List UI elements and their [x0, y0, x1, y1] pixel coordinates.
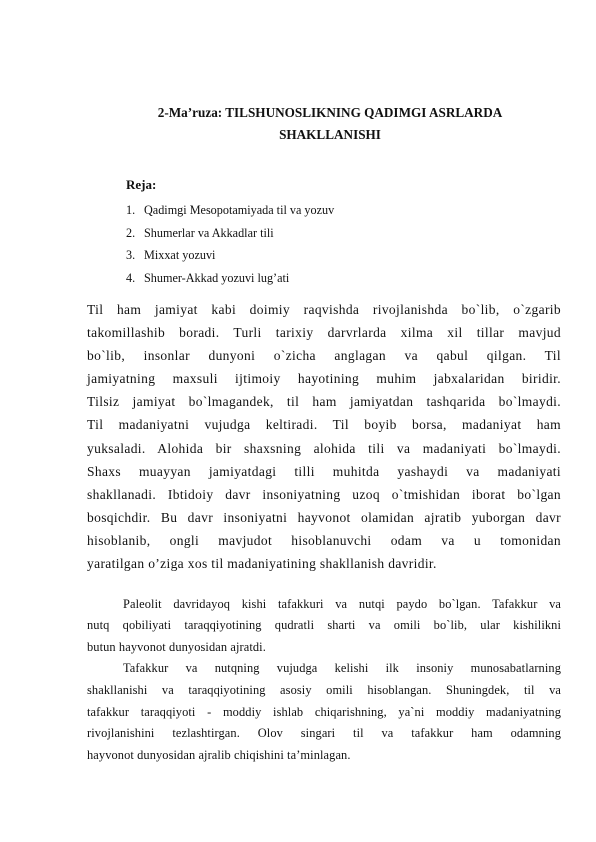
plan-item-number: 3. — [126, 248, 136, 262]
plan-item-text: Shumer-Akkad yozuvi lug’ati — [144, 270, 290, 285]
paragraph-line: takomillashib boradi. Turli tarixiy darvrlarda xilma xil tillar mavjud — [87, 325, 561, 341]
paragraph-2 — [87, 594, 561, 658]
plan-item — [126, 202, 334, 225]
plan-item-number: 1. — [126, 203, 136, 217]
plan-item-text: Qadimgi Mesopotamiyada til va yozuv — [144, 203, 335, 217]
paragraph-line: Tafakkur va nutqning vujudga kelishi ilk insoniy munosabatlarning — [123, 661, 561, 675]
paragraph-line: Shaxs muayyan jamiyatdagi tilli muhitda yashaydi va madaniyati — [87, 463, 561, 479]
paragraph-line: Tilsiz jamiyat bo`lmagandek, til ham jamiyatdan tashqarida bo`lmaydi. — [87, 394, 561, 410]
paragraph-line: yuksaladi. Alohida bir shaxsning alohida tili va madaniyati bo`lmaydi. — [87, 440, 561, 456]
plan-item — [126, 247, 334, 270]
plan-label: Reja: — [126, 177, 157, 192]
paragraph-line: hisoblanib, ongli mavjudot hisoblanuvchi odam va u tomonidan — [87, 532, 561, 548]
lecture-title-line-1: 2-Ma’ruza: TILSHUNOSLIKNING QADIMGI ASRLARDA — [157, 105, 503, 120]
plan-item-text: Mixxat yozuvi — [144, 248, 216, 262]
paragraph-line: Til madaniyatni vujudga keltiradi. Til boyib borsa, madaniyat ham — [87, 417, 561, 433]
paragraph-line: hayvonot dunyosidan ajralib chiqishini ta’minlagan. — [87, 748, 351, 763]
paragraph-3 — [87, 658, 561, 767]
paragraph-line: Paleolit davridayoq kishi tafakkuri va nutqi paydo bo`lgan. Tafakkur va — [123, 597, 561, 611]
paragraph-line: Til ham jamiyat kabi doimiy raqvishda rivojlanishda bo`lib, o`zgarib — [87, 302, 561, 317]
paragraph-line: nutq qobiliyati taraqqiyotining qudratli sharti va omili bo`lib, ular kishilikni — [87, 618, 561, 633]
plan-item-text: Shumerlar va Akkadlar tili — [144, 225, 274, 240]
paragraph-line: shakllanishi va taraqqiyotining asosiy omili hisoblangan. Shuningdek, til va — [87, 682, 561, 697]
paragraph-line: butun hayvonot dunyosidan ajratdi. — [87, 639, 266, 654]
plan-item-number: 4. — [126, 270, 136, 285]
plan-item — [126, 225, 334, 248]
plan-item — [126, 270, 334, 293]
paragraph-line: bosqichdir. Bu davr insoniyatni hayvonot olamidan ajratib yuborgan davr — [87, 509, 561, 525]
paragraph-line: bo`lib, insonlar dunyoni o`zicha anglagan va qabul qilgan. Til — [87, 348, 561, 364]
paragraph-1 — [87, 298, 561, 575]
paragraph-line: yaratilgan o’ziga xos til madaniyatining shakllanish davridir. — [87, 556, 437, 572]
lecture-title-line-2: SHAKLLANISHI — [279, 127, 381, 142]
paragraph-line: shakllanadi. Ibtidoiy davr insoniyatning uzoq o`tmishidan iborat bo`lgan — [87, 486, 561, 502]
paragraph-line: tafakkur taraqqiyoti - moddiy ishlab chiqarishning, ya`ni moddiy madaniyatning — [87, 704, 561, 719]
paragraph-line: jamiyatning maxsuli ijtimoiy hayotining muhim jabxalaridan biridir. — [87, 371, 561, 387]
plan-item-number: 2. — [126, 225, 136, 240]
plan-list — [126, 202, 334, 292]
paragraph-line: rivojlanishini tezlashtirgan. Olov singari til va tafakkur ham odamning — [87, 726, 561, 741]
